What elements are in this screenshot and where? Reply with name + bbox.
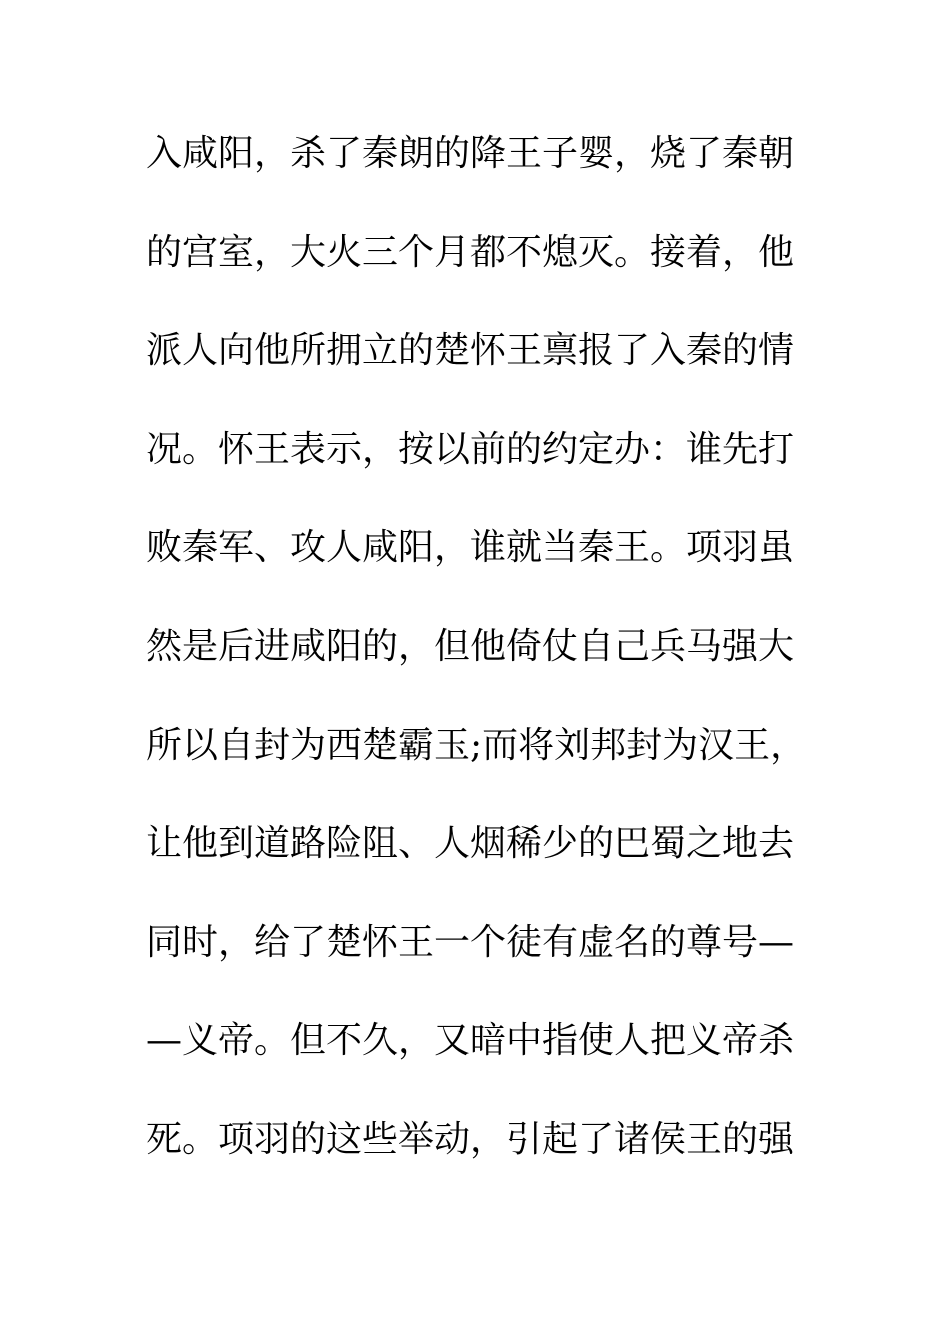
text-line-10: —义帝。但不久，又暗中指使人把义帝杀 [146,1020,795,1062]
text-line-8: 让他到道路险阻、人烟稀少的巴蜀之地去 [146,823,795,865]
text-line-1: 入咸阳，杀了秦朗的降王子婴，烧了秦朝 [146,133,795,174]
text-line-11: 死。项羽的这些举动，引起了诸侯王的强 [146,1118,795,1160]
text-line-9: 同时，给了楚怀王一个徒有虚名的尊号— [146,921,795,963]
text-line-2: 的宫室，大火三个月都不熄灭。接着，他 [146,231,795,273]
text-line-7: 所以自封为西楚霸玉;而将刘邦封为汉王， [146,724,807,766]
text-line-6: 然是后进咸阳的，但他倚仗自己兵马强大 [146,625,795,667]
text-line-4: 况。怀王表示，按以前的约定办：谁先打 [146,428,795,470]
text-line-3: 派人向他所拥立的楚怀王禀报了入秦的情 [146,330,795,372]
text-line-5: 败秦军、攻人咸阳，谁就当秦王。项羽虽 [146,527,795,569]
body-text [146,128,826,1213]
